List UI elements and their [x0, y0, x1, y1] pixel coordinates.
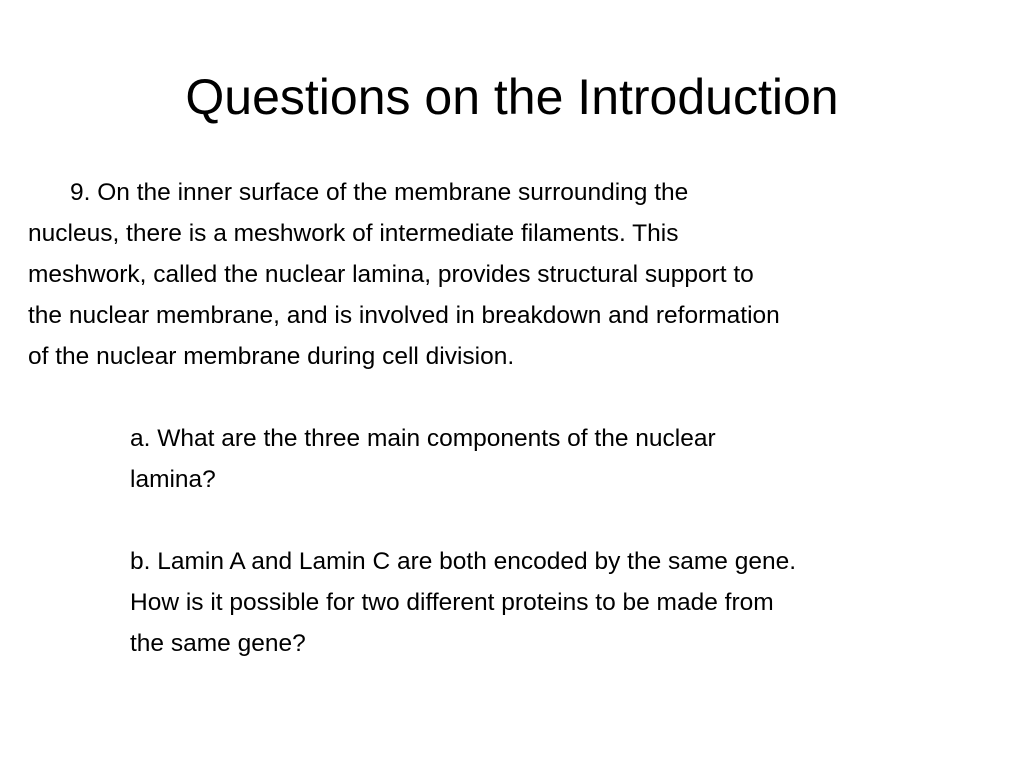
paragraph-line: the nuclear membrane, and is involved in breakdown and reformation	[28, 302, 780, 329]
question-line: the same gene?	[130, 630, 306, 657]
question-line: lamina?	[130, 466, 216, 493]
paragraph-line	[28, 172, 1003, 213]
paragraph-line-text: 9. On the inner surface of the membrane surrounding the	[70, 179, 689, 206]
question-line: b. Lamin A and Lamin C are both encoded by the same gene.	[130, 548, 797, 575]
slide-body	[28, 172, 1003, 664]
intro-paragraph	[28, 172, 1003, 377]
paragraph-line: meshwork, called the nuclear lamina, provides structural support to	[28, 261, 754, 288]
paragraph-line: nucleus, there is a meshwork of intermediate filaments. This	[28, 220, 679, 247]
slide-title: Questions on the Introduction	[185, 69, 839, 125]
question-a	[130, 418, 1003, 500]
question-line: How is it possible for two different proteins to be made from	[130, 589, 774, 616]
question-line: a. What are the three main components of the nuclear	[130, 425, 716, 452]
paragraph-line: of the nuclear membrane during cell division.	[28, 343, 515, 370]
question-b	[130, 541, 1003, 664]
